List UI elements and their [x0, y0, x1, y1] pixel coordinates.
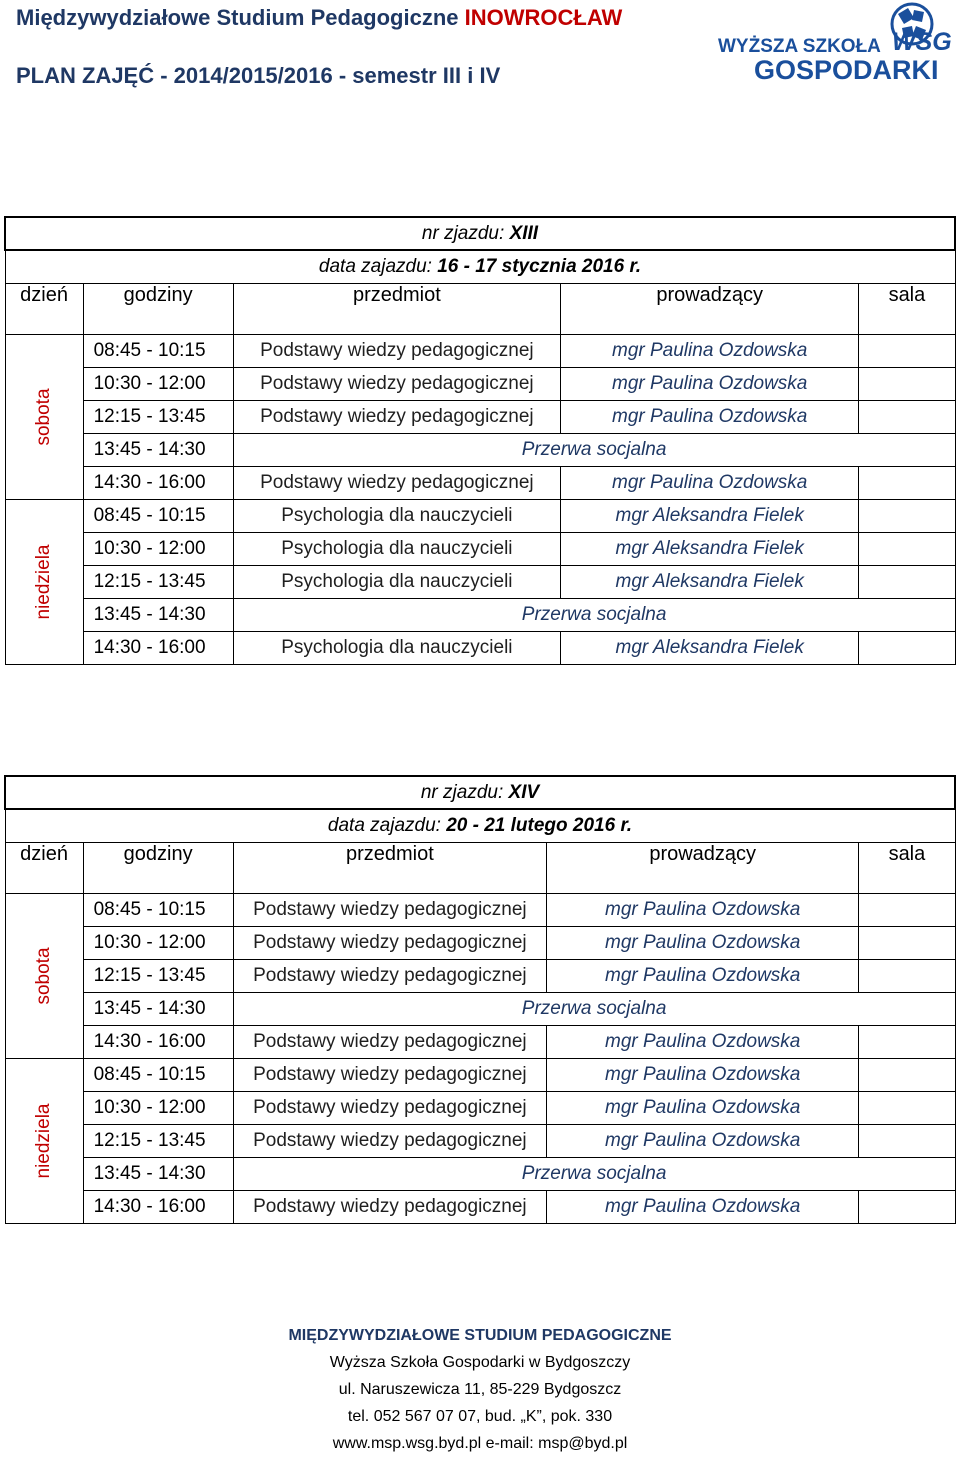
break-cell: Przerwa socjalna — [233, 599, 955, 632]
room-cell — [859, 335, 955, 368]
session-date-label: data zajazdu: — [318, 256, 438, 277]
hours-cell: 08:45 - 10:15 — [83, 500, 233, 533]
teacher-cell: mgr Paulina Ozdowska — [561, 401, 859, 434]
table-row — [5, 1191, 955, 1224]
table-row — [5, 894, 955, 927]
footer-address: ul. Naruszewicza 11, 85-229 Bydgoszcz — [338, 1381, 622, 1398]
session-date-label: data zajazdu: — [327, 815, 447, 836]
subject-cell: Podstawy wiedzy pedagogicznej — [233, 401, 560, 434]
session-date — [5, 809, 955, 843]
teacher-cell: mgr Paulina Ozdowska — [547, 1191, 859, 1224]
table-row — [5, 927, 955, 960]
col-teacher: prowadzący — [561, 284, 859, 335]
hours-cell: 13:45 - 14:30 — [83, 993, 233, 1026]
hours-cell: 14:30 - 16:00 — [83, 632, 233, 665]
footer-contact: www.msp.wsg.byd.pl e-mail: msp@byd.pl — [332, 1435, 628, 1452]
room-cell — [859, 1059, 955, 1092]
col-subject: przedmiot — [233, 284, 560, 335]
table-row — [5, 1125, 955, 1158]
teacher-cell: mgr Aleksandra Fielek — [561, 632, 859, 665]
room-cell — [859, 467, 955, 500]
room-cell — [859, 632, 955, 665]
subject-cell: Podstawy wiedzy pedagogicznej — [233, 335, 560, 368]
hours-cell: 13:45 - 14:30 — [83, 599, 233, 632]
session-date — [5, 250, 955, 284]
schedule-table-xiv — [4, 775, 956, 1224]
room-cell — [859, 500, 955, 533]
room-cell — [859, 1026, 955, 1059]
table-row — [5, 467, 955, 500]
hours-cell: 08:45 - 10:15 — [83, 1059, 233, 1092]
hours-cell: 10:30 - 12:00 — [83, 927, 233, 960]
break-cell: Przerwa socjalna — [233, 1158, 955, 1191]
hours-cell: 12:15 - 13:45 — [83, 401, 233, 434]
room-cell — [859, 960, 955, 993]
col-hours: godziny — [83, 843, 233, 894]
title-city: INOWROCŁAW — [464, 5, 623, 30]
teacher-cell: mgr Paulina Ozdowska — [561, 467, 859, 500]
table-row — [5, 566, 955, 599]
subject-cell: Psychologia dla nauczycieli — [233, 500, 560, 533]
hours-cell: 13:45 - 14:30 — [83, 434, 233, 467]
teacher-cell: mgr Aleksandra Fielek — [561, 566, 859, 599]
teacher-cell: mgr Paulina Ozdowska — [561, 335, 859, 368]
subject-cell: Podstawy wiedzy pedagogicznej — [233, 368, 560, 401]
table-row — [5, 993, 955, 1026]
wsg-logo — [716, 2, 954, 82]
col-room: sala — [859, 843, 955, 894]
day-label: sobota — [33, 388, 55, 446]
hours-cell: 08:45 - 10:15 — [83, 335, 233, 368]
teacher-cell: mgr Paulina Ozdowska — [547, 1059, 859, 1092]
hours-cell: 12:15 - 13:45 — [83, 1125, 233, 1158]
table-row — [5, 1026, 955, 1059]
room-cell — [859, 1125, 955, 1158]
col-day: dzień — [5, 843, 83, 894]
subject-cell: Podstawy wiedzy pedagogicznej — [233, 1191, 546, 1224]
title-prefix: Międzywydziałowe Studium Pedagogiczne — [16, 5, 465, 30]
hours-cell: 14:30 - 16:00 — [83, 467, 233, 500]
col-room: sala — [859, 284, 955, 335]
teacher-cell: mgr Aleksandra Fielek — [561, 533, 859, 566]
subject-cell: Psychologia dla nauczycieli — [233, 632, 560, 665]
logo-line1: WYŻSZA SZKOŁA — [718, 36, 881, 57]
hours-cell: 08:45 - 10:15 — [83, 894, 233, 927]
subject-cell: Podstawy wiedzy pedagogicznej — [233, 1092, 546, 1125]
subject-cell: Podstawy wiedzy pedagogicznej — [233, 927, 546, 960]
session-number-label: nr zjazdu: — [420, 781, 509, 803]
teacher-cell: mgr Paulina Ozdowska — [547, 894, 859, 927]
logo-line2: GOSPODARKI — [754, 55, 939, 82]
room-cell — [859, 533, 955, 566]
teacher-cell: mgr Paulina Ozdowska — [547, 960, 859, 993]
subject-cell: Psychologia dla nauczycieli — [233, 533, 560, 566]
column-header-row — [5, 284, 955, 335]
subject-cell: Podstawy wiedzy pedagogicznej — [233, 894, 546, 927]
subject-cell: Podstawy wiedzy pedagogicznej — [233, 960, 546, 993]
table-row — [5, 1158, 955, 1191]
plan-heading: PLAN ZAJĘĆ - 2014/2015/2016 - semestr III i IV — [16, 63, 501, 88]
subject-cell: Podstawy wiedzy pedagogicznej — [233, 1059, 546, 1092]
subject-cell: Podstawy wiedzy pedagogicznej — [233, 1125, 546, 1158]
hours-cell: 12:15 - 13:45 — [83, 960, 233, 993]
teacher-cell: mgr Paulina Ozdowska — [547, 1125, 859, 1158]
session-number-value: XIV — [508, 781, 540, 803]
wsg-logo-icon — [716, 2, 954, 82]
day-label: niedziela — [33, 1103, 55, 1179]
table-row — [5, 335, 955, 368]
teacher-cell: mgr Paulina Ozdowska — [561, 368, 859, 401]
hours-cell: 14:30 - 16:00 — [83, 1026, 233, 1059]
session-number-label: nr zjazdu: — [421, 222, 510, 244]
room-cell — [859, 1092, 955, 1125]
day-cell — [5, 894, 83, 1059]
teacher-cell: mgr Aleksandra Fielek — [561, 500, 859, 533]
col-hours: godziny — [83, 284, 233, 335]
room-cell — [859, 1191, 955, 1224]
session-number — [5, 217, 955, 250]
table-row — [5, 401, 955, 434]
session-date-value: 20 - 21 lutego 2016 r. — [446, 815, 633, 836]
session-number-value: XIII — [509, 222, 539, 244]
hours-cell: 10:30 - 12:00 — [83, 1092, 233, 1125]
room-cell — [859, 368, 955, 401]
table-row — [5, 599, 955, 632]
table-row — [5, 960, 955, 993]
day-cell — [5, 1059, 83, 1224]
room-cell — [859, 894, 955, 927]
subject-cell: Podstawy wiedzy pedagogicznej — [233, 1026, 546, 1059]
teacher-cell: mgr Paulina Ozdowska — [547, 1092, 859, 1125]
footer — [0, 1322, 960, 1457]
hours-cell: 10:30 - 12:00 — [83, 368, 233, 401]
table-row — [5, 1059, 955, 1092]
hours-cell: 12:15 - 13:45 — [83, 566, 233, 599]
table-row — [5, 632, 955, 665]
break-cell: Przerwa socjalna — [233, 993, 955, 1026]
day-cell — [5, 335, 83, 500]
footer-school: Wyższa Szkoła Gospodarki w Bydgoszczy — [329, 1354, 631, 1371]
column-header-row — [5, 843, 955, 894]
day-cell — [5, 500, 83, 665]
teacher-cell: mgr Paulina Ozdowska — [547, 927, 859, 960]
subject-cell: Psychologia dla nauczycieli — [233, 566, 560, 599]
subject-cell: Podstawy wiedzy pedagogicznej — [233, 467, 560, 500]
room-cell — [859, 566, 955, 599]
hours-cell: 13:45 - 14:30 — [83, 1158, 233, 1191]
table-row — [5, 533, 955, 566]
break-cell: Przerwa socjalna — [233, 434, 955, 467]
table-row — [5, 500, 955, 533]
day-label: sobota — [33, 947, 55, 1005]
table-row — [5, 434, 955, 467]
footer-phone: tel. 052 567 07 07, bud. „K”, pok. 330 — [347, 1408, 613, 1425]
page-title — [16, 5, 622, 31]
table-row — [5, 368, 955, 401]
table-row — [5, 1092, 955, 1125]
schedule-table-xiii — [4, 216, 956, 665]
col-teacher: prowadzący — [547, 843, 859, 894]
teacher-cell: mgr Paulina Ozdowska — [547, 1026, 859, 1059]
col-day: dzień — [5, 284, 83, 335]
session-date-value: 16 - 17 stycznia 2016 r. — [437, 256, 642, 277]
col-subject: przedmiot — [233, 843, 546, 894]
hours-cell: 14:30 - 16:00 — [83, 1191, 233, 1224]
hours-cell: 10:30 - 12:00 — [83, 533, 233, 566]
room-cell — [859, 401, 955, 434]
room-cell — [859, 927, 955, 960]
logo-badge: WSG — [892, 28, 952, 56]
footer-org: MIĘDZYWYDZIAŁOWE STUDIUM PEDAGOGICZNE — [288, 1327, 672, 1344]
day-label: niedziela — [33, 544, 55, 620]
session-number — [5, 776, 955, 809]
